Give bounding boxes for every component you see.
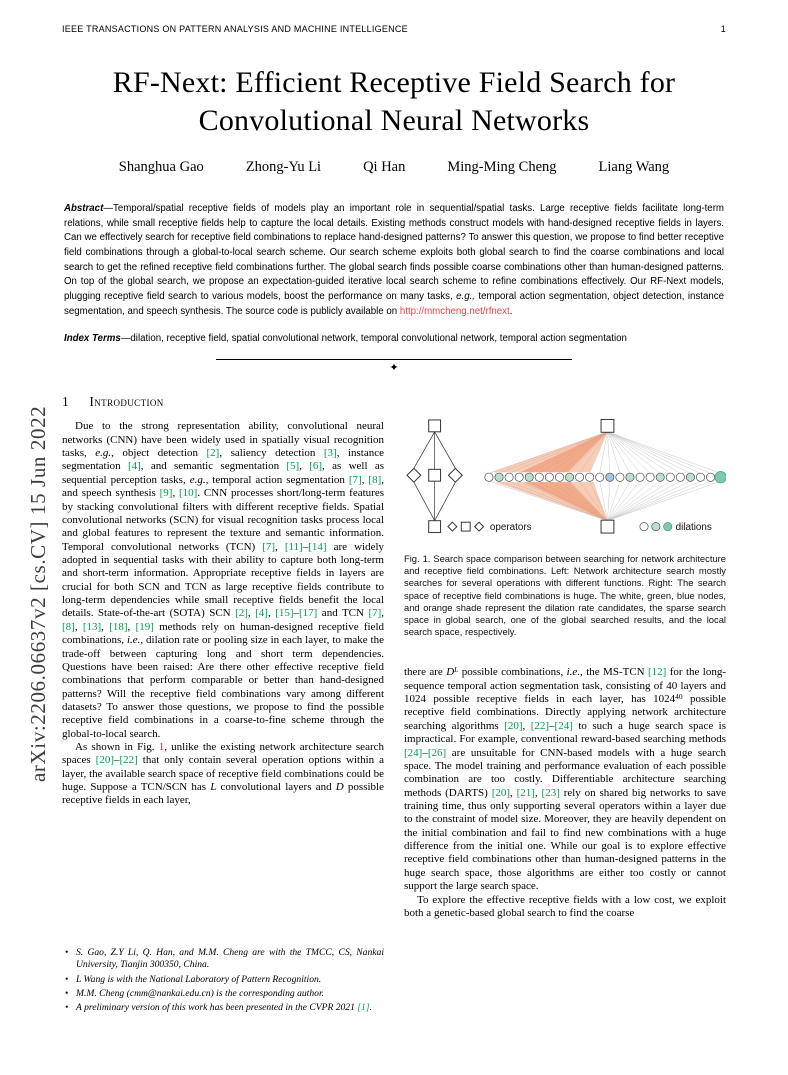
citation-link[interactable]: [10]: [179, 487, 198, 500]
dilation-node: [565, 473, 573, 481]
author-name: Liang Wang: [598, 158, 670, 175]
two-column-body: [62, 388, 726, 1016]
dilations-label: dilations: [675, 522, 712, 534]
author-name: Ming-Ming Cheng: [447, 158, 557, 175]
operator-diamond-node: [407, 469, 421, 483]
teal-dilation-icon: [664, 523, 672, 531]
citation-link[interactable]: [7]: [348, 473, 362, 486]
author-list: [62, 159, 726, 176]
dilation-node: [676, 473, 684, 481]
dilation-node: [666, 473, 674, 481]
text-segment: D: [335, 781, 344, 794]
paragraph: Due to the strong representation ability, convolutional neural networks (CNN) have been widely used in spatially visual recognition tasks, e.g., object detection [2], saliency detection [3], instance segmentation [4], and semantic segmentation [5], [6], as well as sequential perception tasks, e.g., temporal action segmentation [7], [8], and speech synthesis [9], [10]. CNN processes short/long-term features by stacking convolutional filters with different receptive fields. Spatial convolutional networks (SCN) for visual recognition tasks process local and global features to represent the texture and semantic information. Temporal convolutional networks (TCN) [7], [11]–[14] are widely adopted in sequential tasks with their ability to capture both long-term and short-term information. Appropriate receptive fields in layers are crucial for both SCN and TCN as large receptive fields contribute to long-term dependencies while small receptive fields benefit the local details. State-of-the-art (SOTA) SCN [2], [4], [15]–[17] and TCN [7], [8], [13], [18], [19] methods rely on human-designed receptive field combinations, i.e., dilation rate or pooling size in each layer, to make the trade-off between capturing long and short term dependencies. Questions have been raised: Are there other effective receptive field combinations that perform comparable or better than hand-designed patterns? Will the receptive field combinations vary among different datasets? To answer those questions, we propose to find the possible receptive field combinations in a coarse-to-fine scheme through the global-to-local search.: [62, 420, 385, 740]
dilation-node: [715, 472, 726, 483]
citation-link[interactable]: [22]: [119, 754, 138, 767]
dilation-node: [535, 473, 543, 481]
text-segment: e.g.,: [189, 473, 209, 486]
author-name: Zhong-Yu Li: [245, 158, 322, 175]
text-segment: e.g.,: [456, 291, 475, 303]
text-segment: i.e.,: [126, 634, 144, 647]
input-node: [429, 420, 441, 432]
citation-link[interactable]: [24]: [554, 719, 573, 732]
separator-star-icon: ✦: [389, 362, 399, 375]
arxiv-watermark: arXiv:2206.06637v2 [cs.CV] 15 Jun 2022: [26, 405, 50, 782]
dilation-node: [606, 473, 614, 481]
paragraph: there are $D^L$ possible combinations, i.e., the MS-TCN [12] for the long-sequence temporal action segmentation task, consisting of 40 layers and 1024 possible receptive fields in each layer, has 1024$^{40}$ possible receptive field combinations. Directly applying network architecture searching algorithms [20], [22]–[24] to such a huge search space is impractical. For example, conventional reward-based searching methods [24]–[26] are unsuitable for CNN-based models with a huge search space. The model training and performance evaluation of each possible combination are too costly. Differentiable architecture searching methods (DARTS) [20], [21], [23] rely on shared big networks to save training time, thus only supporting several operators within a layer due to the constraint of model size. Moreover, they are heavily dependent on the initial combination and fail to find new combinations with a huge difference from the initial one. While our goal is to explore effective receptive field combinations other than human-designed patterns in the huge search space, those algorithms are either too costly or cannot support the large search space.: [404, 665, 727, 893]
citation-link[interactable]: [7]: [262, 540, 276, 553]
dilation-node: [636, 473, 644, 481]
journal-name: IEEE TRANSACTIONS ON PATTERN ANALYSIS AND MACHINE INTELLIGENCE: [62, 24, 408, 34]
separator-line: [216, 359, 572, 360]
text-segment: Abstract: [64, 202, 104, 214]
index-terms: [64, 332, 724, 347]
citation-link[interactable]: [21]: [516, 786, 535, 799]
text-segment: L: [454, 665, 459, 675]
citation-link[interactable]: [14]: [308, 540, 327, 553]
dilation-node: [575, 473, 583, 481]
citation-link[interactable]: [6]: [309, 460, 323, 473]
dilation-node: [696, 473, 704, 481]
citation-link[interactable]: [4]: [255, 607, 268, 620]
dilation-node: [525, 473, 533, 481]
dilation-node: [515, 473, 523, 481]
diamond-icon: [475, 523, 484, 532]
citation-link[interactable]: [17]: [299, 607, 318, 620]
author-name: Shanghua Gao: [118, 158, 204, 175]
dilation-node: [555, 473, 563, 481]
text-segment: .: [509, 305, 513, 317]
url-link[interactable]: http://mmcheng.net/rfnext: [399, 305, 510, 317]
text-segment: Index Terms: [64, 332, 121, 344]
output-node: [429, 521, 441, 533]
dilation-node: [686, 473, 694, 481]
citation-link[interactable]: [9]: [159, 487, 173, 500]
fig1-legend: [448, 522, 712, 533]
output-node: [601, 521, 614, 534]
left-column: [62, 388, 384, 1016]
dilation-node: [706, 473, 714, 481]
citation-link[interactable]: [20]: [504, 719, 523, 732]
footnote: • L Wang is with the National Laboratory of Pattern Recognition.: [62, 974, 384, 986]
fig1-receptive-field-graph: [485, 420, 726, 534]
dilation-node: [596, 473, 604, 481]
white-dilation-icon: [640, 523, 648, 531]
footnote: • S. Gao, Z.Y Li, Q. Han, and M.M. Cheng are with the TMCC, CS, Nankai University, Tianjin 300350, China.: [62, 947, 384, 972]
diamond-icon: [448, 523, 457, 532]
paragraph: To explore the effective receptive fields with a low cost, we exploit both a genetic-based global search to find the coarse: [404, 893, 726, 919]
green-dilation-icon: [652, 523, 660, 531]
square-icon: [461, 523, 470, 532]
dilation-node: [626, 473, 634, 481]
dilation-nodes: [485, 472, 726, 483]
citation-link[interactable]: [11]: [284, 540, 303, 553]
abstract: [64, 202, 724, 320]
dilation-node: [505, 473, 513, 481]
citation-link[interactable]: [24]: [404, 746, 423, 759]
dilation-node: [485, 473, 493, 481]
page-number: 1: [720, 24, 726, 34]
dilation-node: [656, 473, 664, 481]
citation-link[interactable]: [15]: [275, 607, 294, 620]
dilation-node: [586, 473, 594, 481]
figure-caption: Fig. 1. Search space comparison between searching for network architecture and receptive field combinations. Left: Network architecture search mostly searches for several operations with different functions. Right: The search space of receptive field combinations is huge. The white, green, blue nodes, and orange shade represent the dilation rate candidates, the sparse search space in global search, one of the global searched results, and the local search space, respectively.: [404, 552, 726, 638]
operators-label: operators: [489, 522, 532, 534]
text-segment: i.e.,: [566, 666, 583, 679]
paragraph: As shown in Fig. 1, unlike the existing network architecture search spaces [20]–[22] that only contain several operation options within a layer, the available search space of receptive field combinations could be huge. Suppose a TCN/SCN has L convolutional layers and D possible receptive fields in each layer,: [62, 741, 384, 807]
text-segment: L: [210, 781, 217, 794]
dilation-node: [616, 473, 624, 481]
citation-link[interactable]: [12]: [648, 666, 667, 679]
dilation-node: [646, 473, 654, 481]
operator-square-node: [429, 470, 441, 482]
text-segment: temporal action segmentation, object detection, instance segmentation, and speech synthesis. The source code is publicly available on: [64, 291, 724, 317]
footnote: • A preliminary version of this work has been presented in the CVPR 2021 [1].: [62, 1002, 384, 1014]
section-heading-introduction: [62, 394, 384, 410]
citation-link[interactable]: [23]: [541, 786, 560, 799]
dilation-node: [545, 473, 553, 481]
footnote: • M.M. Cheng (cmm@nankai.edu.cn) is the corresponding author.: [62, 988, 384, 1000]
figure-reference[interactable]: 1: [158, 741, 165, 754]
right-column: [404, 388, 726, 1016]
citation-link[interactable]: [26]: [427, 746, 447, 759]
text-segment: e.g.,: [95, 447, 114, 460]
citation-link[interactable]: [19]: [135, 620, 154, 633]
citation-link[interactable]: [7]: [368, 607, 382, 620]
citation-link[interactable]: [2]: [206, 447, 220, 460]
citation-link[interactable]: [18]: [109, 620, 128, 633]
section-title: Introduction: [89, 394, 164, 410]
text-segment: 40: [675, 692, 683, 702]
citation-link[interactable]: [20]: [491, 786, 511, 799]
citation-link[interactable]: [13]: [82, 620, 102, 633]
citation-link[interactable]: [3]: [323, 447, 337, 460]
section-separator: [62, 359, 726, 374]
paper-title: RF-Next: Efficient Receptive Field Search for Convolutional Neural Networks: [112, 66, 676, 138]
figure-1-graphic: [404, 416, 726, 538]
citation-link[interactable]: [8]: [368, 473, 382, 486]
citation-link[interactable]: [5]: [286, 460, 300, 473]
author-name: Qi Han: [363, 158, 406, 175]
citation-link[interactable]: [1]: [357, 1002, 370, 1014]
citation-link[interactable]: [22]: [530, 719, 550, 732]
section-number: 1: [62, 394, 69, 410]
citation-link[interactable]: [2]: [235, 607, 248, 620]
fan-edges: [489, 432, 721, 521]
citation-link[interactable]: [8]: [62, 620, 75, 633]
text-segment: —Temporal/spatial receptive fields of models play an important role in sequential/spatial tasks. Large receptive fields facilitate long-term relations, while small receptive fields help to capture the local details. Existing methods construct models with hand-designed receptive fields in layers. Can we effectively search for receptive field combinations to replace hand-designed patterns? To answer this question, we propose to find better receptive field combinations through a global-to-local search scheme. Our search scheme exploits both global search to find the coarse combinations and local search to get the refined receptive field combinations further. The global search finds possible coarse combinations other than human-designed patterns. On top of the global search, we propose an expectation-guided iterative local search scheme to refine combinations effectively. Our RF-Next models, plugging receptive field search to various models, boost the performance on many tasks,: [64, 202, 724, 303]
text-segment: D: [446, 666, 455, 679]
text-segment: —dilation, receptive field, spatial convolutional network, temporal convolutional network, temporal action segmentation: [120, 332, 627, 344]
author-footnotes: [62, 947, 384, 1016]
dilation-node: [495, 473, 503, 481]
input-node: [601, 420, 614, 433]
running-head: [62, 24, 726, 34]
citation-link[interactable]: [4]: [127, 460, 141, 473]
fig1-architecture-graph: [407, 420, 462, 533]
citation-link[interactable]: [20]: [95, 754, 114, 767]
operator-diamond-node: [448, 469, 462, 483]
